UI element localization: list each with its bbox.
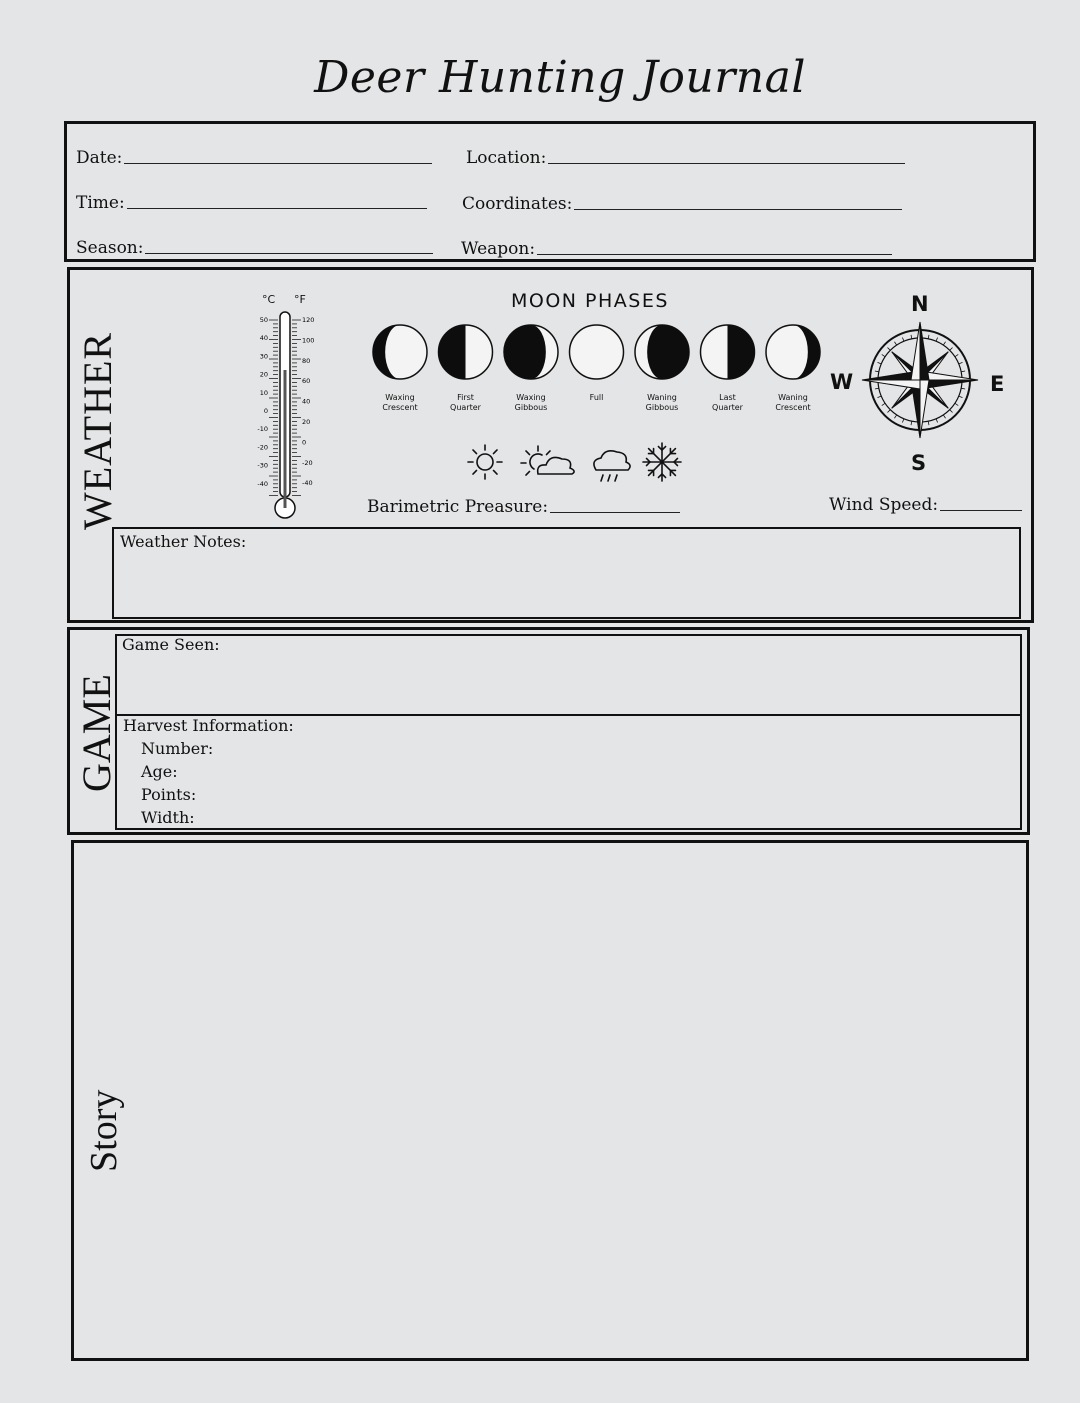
celsius-tick-label: -30 — [257, 461, 268, 470]
celsius-tick-label: 0 — [263, 407, 268, 415]
full-moon-icon — [570, 325, 624, 379]
weather-notes-label: Weather Notes: — [120, 532, 247, 551]
coordinates-line — [574, 209, 902, 210]
fahrenheit-tick-label: 40 — [302, 397, 311, 406]
season-line — [145, 253, 433, 254]
celsius-tick-label: -20 — [257, 443, 268, 452]
time-field[interactable] — [76, 193, 427, 213]
waxing-crescent-moon-icon — [373, 325, 427, 379]
story-section[interactable] — [71, 840, 1029, 1361]
harvest-number-label: Number: — [141, 739, 214, 758]
fahrenheit-tick-label: 120 — [302, 316, 315, 324]
celsius-tick-label: 10 — [259, 388, 268, 397]
waning-crescent-moon-icon — [766, 325, 820, 379]
waning-crescent-label: Waning Crescent — [775, 393, 811, 412]
page-title: Deer Hunting Journal — [314, 52, 806, 103]
snowflake-icon — [643, 443, 681, 481]
barometric-label: Barimetric Preasure: — [367, 497, 549, 517]
weapon-line — [537, 254, 892, 255]
story-section-label: Story — [83, 1089, 125, 1172]
waning-gibbous-moon-icon — [635, 325, 689, 379]
game-seen-box[interactable] — [115, 634, 1022, 716]
harvest-age-label: Age: — [141, 762, 178, 781]
harvest-width-label: Width: — [141, 808, 195, 827]
compass-east: E — [990, 372, 1005, 396]
weather-section-label: WEATHER — [75, 331, 120, 530]
compass-rose-icon — [862, 322, 978, 438]
date-label: Date: — [76, 148, 123, 168]
weather-icons-row — [460, 438, 690, 488]
celsius-tick-label: 50 — [259, 316, 268, 324]
game-section-label: GAME — [74, 674, 119, 792]
barometric-pressure-field[interactable] — [367, 497, 680, 517]
full-label: Full — [589, 393, 604, 402]
celsius-tick-label: 40 — [259, 334, 268, 343]
waxing-gibbous-moon-icon — [504, 325, 558, 379]
fahrenheit-tick-label: -20 — [302, 458, 313, 467]
location-line — [548, 163, 905, 164]
coordinates-field[interactable] — [462, 194, 902, 214]
waxing-gibbous-label: Waxing Gibbous — [514, 393, 548, 412]
date-field[interactable] — [76, 148, 432, 168]
weapon-field[interactable] — [461, 239, 892, 259]
partly-cloudy-icon — [521, 446, 574, 475]
fahrenheit-tick-label: 80 — [302, 356, 311, 365]
celsius-tick-label: 30 — [259, 352, 268, 361]
fahrenheit-tick-label: 0 — [302, 438, 307, 447]
moon-phases-row — [365, 320, 825, 385]
celsius-unit: °C — [262, 293, 276, 306]
coordinates-label: Coordinates: — [462, 194, 573, 214]
fahrenheit-tick-label: 100 — [302, 336, 315, 345]
season-label: Season: — [76, 238, 144, 258]
celsius-tick-label: -40 — [257, 479, 268, 488]
compass-west: W — [830, 370, 854, 394]
date-line — [124, 163, 432, 164]
barometric-line — [550, 512, 680, 513]
time-label: Time: — [76, 193, 125, 213]
game-seen-label: Game Seen: — [122, 635, 220, 654]
season-field[interactable] — [76, 238, 433, 258]
last-quarter-label: Last Quarter — [712, 393, 743, 412]
fahrenheit-unit: °F — [294, 293, 306, 306]
weather-notes-box[interactable] — [112, 527, 1021, 619]
wind-label: Wind Speed: — [829, 495, 939, 515]
first-quarter-moon-icon — [439, 325, 493, 379]
waning-gibbous-label: Waning Gibbous — [645, 393, 679, 412]
fahrenheit-tick-label: 60 — [302, 377, 311, 386]
thermometer-icon — [250, 310, 320, 525]
waxing-crescent-label: Waxing Crescent — [382, 393, 418, 412]
moon-phases-title: MOON PHASES — [511, 290, 669, 312]
first-quarter-label: First Quarter — [450, 393, 481, 412]
harvest-info-label: Harvest Information: — [123, 716, 294, 735]
last-quarter-moon-icon — [701, 325, 755, 379]
celsius-tick-label: 20 — [259, 370, 268, 379]
location-field[interactable] — [466, 148, 905, 168]
fahrenheit-tick-label: -40 — [302, 479, 313, 488]
wind-speed-field[interactable] — [829, 495, 1022, 515]
celsius-tick-label: -10 — [257, 425, 268, 434]
harvest-points-label: Points: — [141, 785, 197, 804]
compass-north: N — [911, 292, 929, 316]
fahrenheit-tick-label: 20 — [302, 418, 311, 426]
location-label: Location: — [466, 148, 547, 168]
wind-line — [940, 510, 1022, 511]
weapon-label: Weapon: — [461, 239, 536, 259]
time-line — [127, 208, 427, 209]
rain-cloud-icon — [594, 451, 630, 481]
compass-south: S — [911, 451, 927, 475]
sun-icon — [468, 445, 502, 479]
